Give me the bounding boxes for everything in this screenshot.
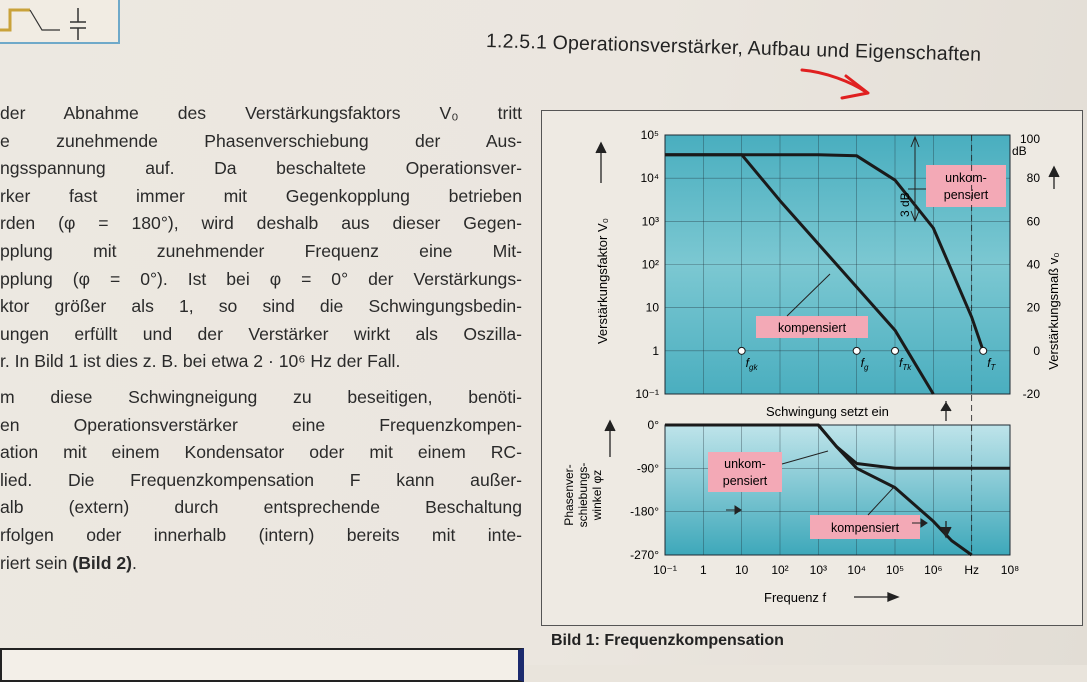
next-info-box bbox=[0, 648, 524, 682]
phase-tick-label: 0° bbox=[647, 418, 659, 432]
text-line: ation mit einem Kondensator oder mit einem RC- bbox=[0, 442, 522, 463]
y-tick-label: 10⁴ bbox=[640, 171, 659, 186]
x-axis-label: Frequenz f bbox=[764, 590, 827, 605]
text-line: en Operationsverstärker eine Frequenzkompen- bbox=[0, 414, 522, 435]
y2-tick-label: 80 bbox=[1026, 171, 1040, 186]
marker-fgk bbox=[738, 347, 745, 354]
figure-reference: (Bild 2) bbox=[72, 552, 132, 573]
phase-tick-label: -90° bbox=[636, 461, 659, 476]
marker-label-fTk: $f_{Tk}$ bbox=[899, 355, 912, 372]
y-left-axis-label: Verstärkungsfaktor V₀ bbox=[595, 217, 610, 345]
marker-fT bbox=[980, 347, 987, 354]
x-tick-label: Hz bbox=[964, 563, 980, 577]
text-line: ngsspannung auf. Da beschaltete Operationsver- bbox=[0, 158, 522, 179]
x-tick-label: 10⁶ bbox=[924, 563, 943, 577]
marker-label-fg: $f_g$ bbox=[860, 355, 869, 372]
text-line: alb (extern) durch entsprechende Beschaltung bbox=[0, 497, 522, 518]
text-line: pplung (φ = 0°). Ist bei φ = 0° der Verstärkungs- bbox=[0, 268, 522, 289]
frequency-compensation-chart bbox=[542, 111, 1082, 625]
circuit-fragment-icon bbox=[0, 0, 118, 42]
red-arrow-icon bbox=[796, 60, 876, 102]
y-tick-label: 10⁵ bbox=[640, 128, 659, 142]
marker-label-fgk: $f_{gk}$ bbox=[745, 355, 758, 372]
figure-caption: Bild 1: Frequenzkompensation bbox=[551, 632, 784, 649]
svg-text:unkom-: unkom- bbox=[724, 457, 766, 471]
text-line-last: riert sein (Bild 2). bbox=[0, 552, 137, 573]
text-line: ungen erfüllt und der Verstärker wirkt als Oszilla- bbox=[0, 323, 522, 344]
x-tick-label: 10³ bbox=[809, 563, 828, 577]
text-line: der Abnahme des Verstärkungsfaktors V₀ tritt bbox=[0, 103, 522, 123]
text-line: ktor größer als 1, so sind die Schwingungsbedin- bbox=[0, 296, 522, 317]
y2-tick-label: 60 bbox=[1026, 214, 1040, 229]
text-line: r. In Bild 1 ist dies z. B. bei etwa 2 · 10⁶ Hz der Fall. bbox=[0, 351, 401, 372]
phase-tick-label: -180° bbox=[630, 504, 659, 519]
text-line: lied. Die Frequenzkompensation F kann außer- bbox=[0, 469, 522, 490]
svg-text:kompensiert: kompensiert bbox=[830, 521, 900, 535]
svg-text:unkom-: unkom- bbox=[945, 171, 987, 185]
text-line: rker fast immer mit Gegenkopplung betrieben bbox=[0, 185, 522, 206]
marker-label-fT: $f_T$ bbox=[987, 355, 996, 372]
body-text bbox=[0, 100, 522, 577]
figure-frame bbox=[541, 110, 1083, 626]
section-title: 1.2.5.1 Operationsverstärker, Aufbau und Eigenschaften bbox=[485, 30, 982, 66]
phase-axis-label-2: schiebungs- bbox=[576, 462, 590, 528]
phase-arrow-icon bbox=[605, 421, 615, 457]
y-tick-label: 10 bbox=[645, 300, 659, 315]
svg-text:kompensiert: kompensiert bbox=[777, 321, 847, 335]
y-tick-label: 10² bbox=[641, 257, 659, 272]
y2-tick-label: 20 bbox=[1026, 300, 1040, 315]
text-line: m diese Schwingneigung zu beseitigen, benöti- bbox=[0, 386, 522, 407]
y-tick-label: 10³ bbox=[641, 214, 659, 229]
svg-text:pensiert: pensiert bbox=[943, 188, 989, 202]
y-left-arrow-icon bbox=[596, 143, 606, 183]
text-line: rfolgen oder innerhalb (intern) bereits mit inte- bbox=[0, 524, 522, 545]
text-line: rden (φ = 180°), wird deshalb aus dieser Gegen- bbox=[0, 213, 522, 234]
y-tick-label: 1 bbox=[652, 343, 659, 358]
text-line: pplung mit zunehmender Frequenz eine Mit- bbox=[0, 240, 522, 261]
x-tick-label: 10² bbox=[771, 563, 789, 577]
x-tick-label: 1 bbox=[699, 563, 707, 577]
y2-tick-label: -20 bbox=[1022, 387, 1040, 401]
x-tick-label: 10⁸ bbox=[1000, 563, 1020, 577]
phase-axis-label-3: winkel φz bbox=[590, 469, 604, 521]
y2-tick-label: 100 bbox=[1019, 132, 1040, 146]
y2-tick-label: 40 bbox=[1026, 257, 1040, 272]
x-tick-label: 10⁴ bbox=[847, 563, 866, 577]
phase-tick-label: -270° bbox=[630, 548, 659, 562]
x-tick-label: 10⁵ bbox=[885, 563, 905, 577]
y2-tick-label: 0 bbox=[1033, 343, 1040, 358]
x-axis-arrow-icon bbox=[854, 593, 898, 601]
text-line: e zunehmende Phasenverschiebung der Aus- bbox=[0, 130, 522, 151]
db-unit-label: dB bbox=[1012, 144, 1027, 158]
previous-figure-fragment bbox=[0, 0, 120, 44]
svg-text:pensiert: pensiert bbox=[722, 474, 768, 488]
3db-label: 3 dB bbox=[898, 192, 912, 217]
marker-fg bbox=[853, 347, 860, 354]
x-tick-label: 10 bbox=[734, 563, 749, 577]
phase-axis-label-1: Phasenver- bbox=[562, 464, 576, 526]
oscillation-label: Schwingung setzt ein bbox=[766, 404, 889, 419]
y-right-arrow-icon bbox=[1049, 167, 1059, 189]
x-tick-label: 10⁻¹ bbox=[653, 563, 677, 577]
y-right-axis-label: Verstärkungsmaß v₀ bbox=[1046, 252, 1061, 370]
marker-fTk bbox=[892, 347, 899, 354]
y-tick-label: 10⁻¹ bbox=[635, 387, 659, 401]
